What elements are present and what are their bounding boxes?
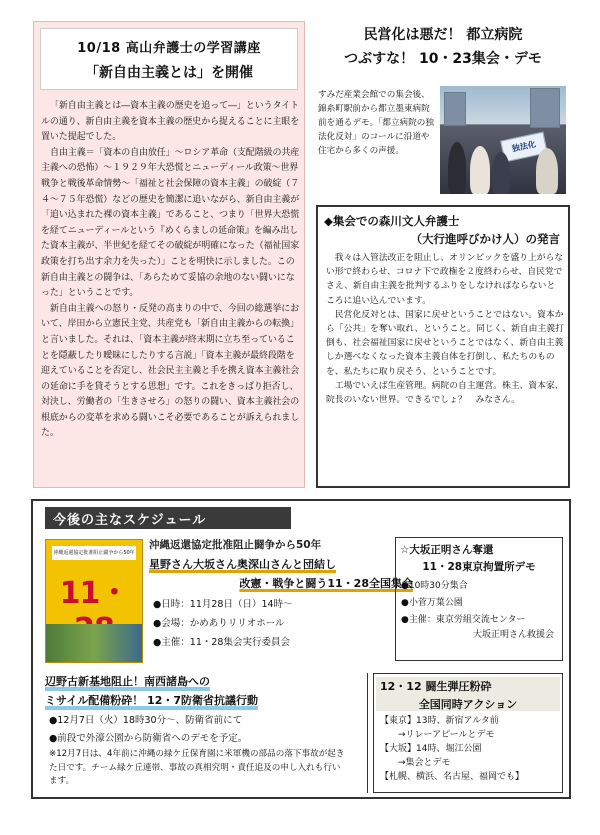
rally-poster — [45, 539, 143, 663]
photo-person — [448, 142, 466, 194]
osaka-organizer-cont: 大坂正明さん救援会 — [472, 630, 554, 640]
left-article-title-box — [40, 28, 298, 90]
photo-building — [530, 88, 560, 128]
action-heading-line2: 全国同時アクション — [418, 698, 518, 711]
action-line: →リレーアピールとデモ — [380, 730, 495, 740]
poster-big-date: 11・ — [59, 576, 129, 611]
photo-person — [536, 148, 558, 194]
speech-heading: ◆集会での森川文人弁護士 — [324, 214, 460, 228]
left-article — [33, 21, 305, 488]
photo-banner: 独法化 — [500, 132, 548, 163]
action-heading-line1: 12・12 闘生弾圧粉砕 — [380, 680, 492, 693]
osaka-line1: ☆大坂正明さん奪還 — [400, 544, 494, 556]
schedule-box — [31, 499, 571, 799]
left-article-paragraph: 自由主義＝「資本の自由放任」～ロシア革命（支配階級の共産主義への恐怖）～１９２９年大恐慌とニューディール政策～世界戦争と戦後革命情勢～「福祉と社会保障の資本主義」の破綻（７４～７５年恐慌）などの歴史を簡潔に追いながら、新自由主義が「追い込まれた裸の資本主義」であること、つまり「世界大恐慌を経てニューディールという『めくらましの延命策』を編み出した資本主義が、半世紀を経てその破綻が明確になった（福祉国家政策を打ち出す余力を失った）」ことを明快に示しました。この新自由主義との闘争は、「あらためて妥協の余地のない闘いになった」ということです。 — [41, 147, 300, 299]
left-article-title-line1: 10/18 高山弁護士の学習講座 — [77, 41, 261, 56]
photo-person — [470, 146, 490, 194]
speech-paragraph: 民営化反対とは、国家に戻せということではない。資本から「公共」を奪い取れ、ということ。同じく、新自由主義打倒も、社会福祉国家に戻せということではなく、新自由主義しか選べなくなった資本主義自体を打倒し、私たちのものを、私たちに取り戻そう、ということです。 — [326, 309, 564, 377]
poster-top-text: 沖縄返還協定批准阻止闘争から50年 — [52, 546, 136, 560]
henoko-note: ※12月7日は、4年前に沖縄の緑ケ丘保育園に米軍機の部品の落下事故が起きた日です。チーム緑ケ丘連帯、事故の真相究明・責任追及の申し入れも行います。 — [49, 749, 345, 786]
okinawa-line2: 星野さん大坂さん奥深山さんと団結し — [149, 558, 336, 571]
action-block — [373, 673, 563, 793]
hospital-article-text: すみだ産業会館での集会後、錦糸町駅前から都立墨東病院前を通るデモ。「都立病院の独法化反対」のコールに沿道や住宅から多くの声援。 — [318, 90, 434, 156]
left-article-paragraph: 新自由主義への怒り・反発の高まりの中で、今回の総選挙において、岸田から立憲民主党、共産党も「新自由主義からの転換」と言いました。それは、「資本主義が終末期に立ち至っていることを隠蔽したり曖昧にしたりする言説」「資本主義が最終段階を迎えていることを否定し、社会民主主義と手を携え資本主義社会の延命に手を貸そうとする思想」です。これをきっぱり拒否し、対決し、労働者の「生きさせろ」の怒りの闘い、資本主義社会の根底からの変革を求める闘いこそ必要であることが訴えられました。 — [41, 303, 300, 439]
action-heading — [376, 677, 560, 711]
action-body — [380, 714, 524, 784]
poster-photo-strip — [46, 624, 142, 662]
action-line: 【東京】13時、新宿アルタ前 — [380, 716, 499, 726]
speech-paragraph: 我々は入管法改正を阻止し、オリンピックを盛り上がらない形で終わらせ、コロナ下で政権を２度終わらせ、自民党でさえ、新自由主義を批判するふりをしなければならないところに追い込んでいます。 — [326, 253, 564, 306]
osaka-place: ● 小菅万葉公園 — [396, 595, 562, 608]
left-article-paragraph: 「新自由主義とは―資本主義の歴史を追って―」というタイトルの通り、新自由主義を資本主義の歴史から捉えることに主眼を置いた提起でした。 — [41, 101, 300, 143]
action-line: 【札幌、横浜、名古屋、福岡でも】 — [380, 772, 525, 782]
osaka-time: ● 10時30分集合 — [396, 578, 562, 591]
demo-photo — [440, 86, 566, 194]
okinawa-venue: ● 会場：かめありリリオホール — [149, 615, 419, 629]
henoko-line2: ミサイル配備粉砕！ 12・7防衛省抗議行動 — [45, 694, 259, 707]
osaka-organizer: ● 主催：東京労組交流センター — [396, 612, 562, 625]
hospital-title-line2: つぶすな！ 10・23集会・デモ — [344, 51, 542, 67]
speech-paragraph: 工場でいえば生産管理。病院の自主運営。株主、資本家、院長のいない世界。できるでしょ？ みなさん。 — [326, 380, 564, 406]
left-article-body — [41, 99, 301, 442]
speech-box — [316, 205, 570, 488]
osaka-line2: 11・28東京拘置所デモ — [422, 561, 536, 573]
okinawa-line3: 改憲・戦争と闘う11・28全国集会 — [239, 577, 413, 590]
okinawa-organizer: ● 主催：11・28集会実行委員会 — [149, 634, 419, 648]
photo-building — [444, 92, 466, 126]
henoko-pre-demo: ● 前段で外濠公園から防衛省へのデモを予定。 — [45, 730, 365, 744]
left-article-title-line2: 「新自由主義とは」を開催 — [85, 65, 253, 81]
osaka-demo-block — [395, 537, 563, 661]
okinawa-rally-block — [149, 537, 419, 665]
okinawa-date: ● 日時：11月28日（日）14時～ — [149, 596, 419, 610]
schedule-heading: 今後の主なスケジュール — [45, 507, 291, 529]
divider — [367, 673, 368, 793]
speech-body — [326, 251, 564, 407]
okinawa-line1: 沖縄返還協定批准阻止闘争から50年 — [149, 539, 322, 551]
henoko-date: ● 12月7日（火）18時30分～、防衛省前にて — [45, 712, 365, 726]
hospital-title-line1: 民営化は悪だ！ 都立病院 — [363, 27, 523, 43]
henoko-protest-block — [45, 673, 365, 793]
hospital-article-title — [318, 24, 568, 68]
henoko-line1: 辺野古新基地阻止！南西諸島への — [45, 675, 210, 688]
action-line: 【大坂】14時、堀江公園 — [380, 744, 482, 754]
speech-subheading: （大行進呼びかけ人）の発言 — [410, 232, 560, 246]
photo-person — [492, 152, 510, 194]
action-line: →集会とデモ — [380, 758, 451, 768]
